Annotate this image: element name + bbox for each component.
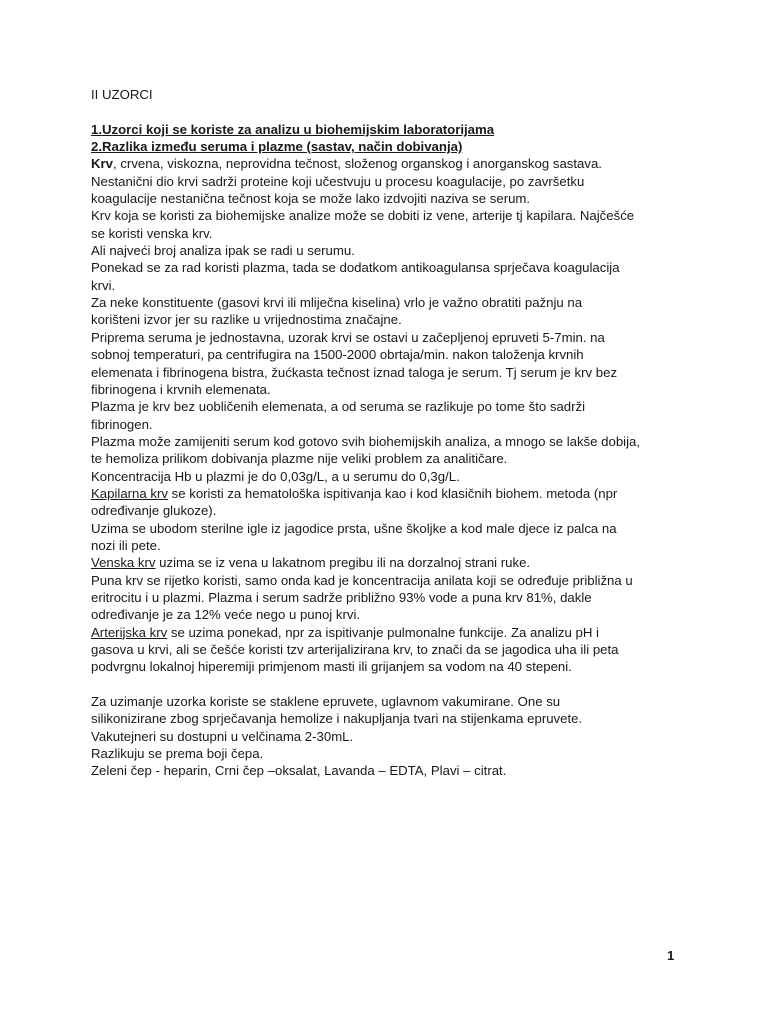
paragraph-line: Za uzimanje uzorka koriste se staklene epruvete, uglavnom vakumirane. One su xyxy=(91,694,561,710)
paragraph-line: elemenata i fibrinogena bistra, žućkasta tečnost iznad taloga je serum. Tj serum je krv bez xyxy=(91,364,618,380)
text: se uzima ponekad, npr za ispitivanje pulmonalne funkcije. Za analizu pH i xyxy=(167,624,599,640)
blank-line xyxy=(91,676,691,693)
paragraph-line xyxy=(91,554,691,571)
paragraph-line: Za neke konstituente (gasovi krvi ili mliječna kiselina) vrlo je važno obratiti pažnju na xyxy=(91,295,583,311)
blank-line xyxy=(91,103,691,120)
term-kapilarna-krv: Kapilarna krv xyxy=(91,485,168,501)
heading-samples: 1.Uzorci koji se koriste za analizu u biohemijskim laboratorijama xyxy=(91,121,495,137)
paragraph-line: Priprema seruma je jednostavna, uzorak krvi se ostavi u začepljenoj epruveti 5-7min. na xyxy=(91,329,605,345)
paragraph-line xyxy=(91,485,691,502)
paragraph-line: Zeleni čep - heparin, Crni čep –oksalat, Lavanda – EDTA, Plavi – citrat. xyxy=(91,763,507,779)
paragraph-line: silikonizirane zbog sprječavanja hemolize i nakupljanja tvari na stijenkama epruvete. xyxy=(91,711,583,727)
document-body xyxy=(91,86,691,780)
paragraph-line: krvi. xyxy=(91,277,116,293)
text: uzima se iz vena u lakatnom pregibu ili na dorzalnoj strani ruke. xyxy=(155,555,531,571)
paragraph-line: eritrocitu i u plazmi. Plazma i serum sadrže približno 93% vode a puna krv 81%, dakle xyxy=(91,589,592,605)
paragraph-line: Plazma je krv bez uobličenih elemenata, a od seruma se razlikuje po tome što sadrži xyxy=(91,399,586,415)
text: , crvena, viskozna, neprovidna tečnost, složenog organskog i anorganskog sastava. xyxy=(113,156,602,172)
paragraph-line: fibrinogen. xyxy=(91,416,153,432)
paragraph-line: Koncentracija Hb u plazmi je do 0,03g/L, a u serumu do 0,3g/L. xyxy=(91,468,460,484)
paragraph-line xyxy=(91,155,691,172)
section-title: II UZORCI xyxy=(91,87,153,102)
paragraph-line: korišteni izvor jer su razlike u vrijednostima značajne. xyxy=(91,312,402,328)
paragraph-line: Ponekad se za rad koristi plazma, tada se dodatkom antikoagulansa sprječava koagulacija xyxy=(91,260,620,276)
paragraph-line xyxy=(91,624,691,641)
paragraph-line: gasova u krvi, ali se češće koristi tzv arterijalizirana krv, to znači da se jagodica uha ili peta xyxy=(91,642,619,657)
paragraph-line: Nestanični dio krvi sadrži proteine koji učestvuju u procesu koagulacije, po završetku xyxy=(91,173,585,189)
paragraph-line: te hemoliza prilikom dobivanja plazme nije veliki problem za analitičare. xyxy=(91,451,508,467)
term-venska-krv: Venska krv xyxy=(91,555,156,571)
paragraph-line: određivanje je za 12% veće nego u punoj krvi. xyxy=(91,607,361,623)
paragraph-line: se koristi venska krv. xyxy=(91,225,213,241)
paragraph-line: Plazma može zamijeniti serum kod gotovo svih biohemijskih analiza, a mnogo se lakše dobija, xyxy=(91,433,641,449)
term-arterijska-krv: Arterijska krv xyxy=(91,624,168,640)
heading-serum-vs-plasma: 2.Razlika između seruma i plazme (sastav, način dobivanja) xyxy=(91,139,463,155)
paragraph-line: Uzima se ubodom sterilne igle iz jagodice prsta, ušne školjke a kod male djece iz palca na xyxy=(91,520,617,536)
paragraph-line: koagulacije nestanična tečnost koja se može lako izdvojiti naziva se serum. xyxy=(91,191,531,207)
paragraph-line: Vakutejneri su dostupni u velčinama 2-30mL. xyxy=(91,728,354,744)
paragraph-line: Puna krv se rijetko koristi, samo onda kad je koncentracija anilata koji se određuje približna u xyxy=(91,572,633,588)
paragraph-line: Razlikuju se prema boji čepa. xyxy=(91,746,264,762)
paragraph-line: sobnoj temperaturi, pa centrifugira na 1500-2000 obrtaja/min. nakon taloženja krvnih xyxy=(91,347,584,363)
paragraph-line: Krv koja se koristi za biohemijske analize može se dobiti iz vene, arterije tj kapilara. Najčešće xyxy=(91,208,635,224)
paragraph-line: određivanje glukoze). xyxy=(91,503,217,519)
paragraph-line: podvrgnu lokalnoj hiperemiji primjenom masti ili grijanjem sa vodom na 40 stepeni. xyxy=(91,659,572,675)
paragraph-line: nozi ili pete. xyxy=(91,537,161,553)
text: se koristi za hematološka ispitivanja kao i kod klasičnih biohem. metoda (npr xyxy=(167,485,618,501)
term-krv: Krv xyxy=(91,156,113,172)
paragraph-line: Ali najveći broj analiza ipak se radi u serumu. xyxy=(91,243,355,259)
page-number: 1 xyxy=(667,948,675,963)
paragraph-line: fibrinogena i krvnih elemenata. xyxy=(91,381,271,397)
